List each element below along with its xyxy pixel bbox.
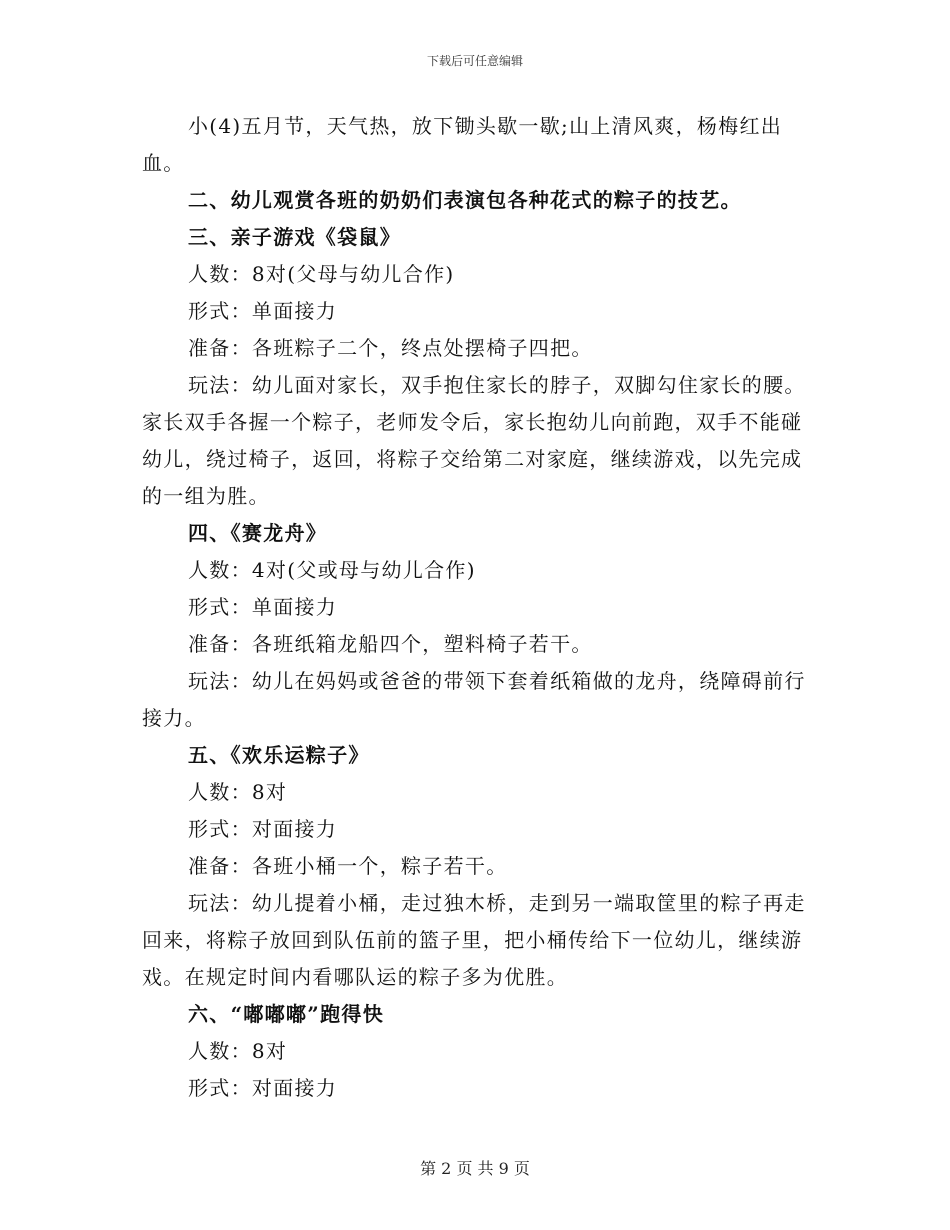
page-number: 第 2 页 共 9 页 <box>420 1159 530 1178</box>
paragraph-rules: 玩法：幼儿提着小桶，走过独木桥，走到另一端取筐里的粽子再走回来，将粽子放回到队伍前的篮子里，把小桶传给下一位幼儿，继续游戏。在规定时间内看哪队运的粽子多为优胜。 <box>142 891 806 989</box>
paragraph-format: 形式：单面接力 <box>188 595 338 619</box>
page-header-note: 下载后可任意编辑 <box>426 54 523 68</box>
paragraph-rules: 玩法：幼儿在妈妈或爸爸的带领下套着纸箱做的龙舟，绕障碍前行接力。 <box>142 669 806 730</box>
section-heading-2: 二、幼儿观赏各班的奶奶们表演包各种花式的粽子的技艺。 <box>188 188 742 212</box>
paragraph-participants: 人数：8对 <box>188 1039 288 1063</box>
paragraph-format: 形式：对面接力 <box>188 817 338 841</box>
section-heading-3: 三、亲子游戏《袋鼠》 <box>188 225 401 249</box>
paragraph-participants: 人数：8对(父母与幼儿合作) <box>188 262 455 286</box>
paragraph-format: 形式：单面接力 <box>188 299 338 323</box>
paragraph-preparation: 准备：各班小桶一个，粽子若干。 <box>188 854 508 878</box>
document-body <box>142 108 810 1107</box>
paragraph-rules: 玩法：幼儿面对家长，双手抱住家长的脖子，双脚勾住家长的腰。家长双手各握一个粽子，老师发令后，家长抱幼儿向前跑，双手不能碰幼儿，绕过椅子，返回，将粽子交给第二对家庭，继续游戏，以先完成的一组为胜。 <box>142 373 806 508</box>
section-heading-6: 六、“嘟嘟嘟”跑得快 <box>188 1002 385 1026</box>
paragraph-format: 形式：对面接力 <box>188 1076 338 1100</box>
paragraph-participants: 人数：4对(父或母与幼儿合作) <box>188 558 476 582</box>
paragraph-preparation: 准备：各班粽子二个，终点处摆椅子四把。 <box>188 336 593 360</box>
section-heading-5: 五、《欢乐运粽子》 <box>188 743 370 767</box>
paragraph-song-verse: 小(4)五月节，天气热，放下锄头歇一歇;山上清风爽，杨梅红出血。 <box>142 114 783 175</box>
section-heading-4: 四、《赛龙舟》 <box>188 521 328 545</box>
paragraph-preparation: 准备：各班纸箱龙船四个，塑料椅子若干。 <box>188 632 593 656</box>
paragraph-participants: 人数：8对 <box>188 780 288 804</box>
